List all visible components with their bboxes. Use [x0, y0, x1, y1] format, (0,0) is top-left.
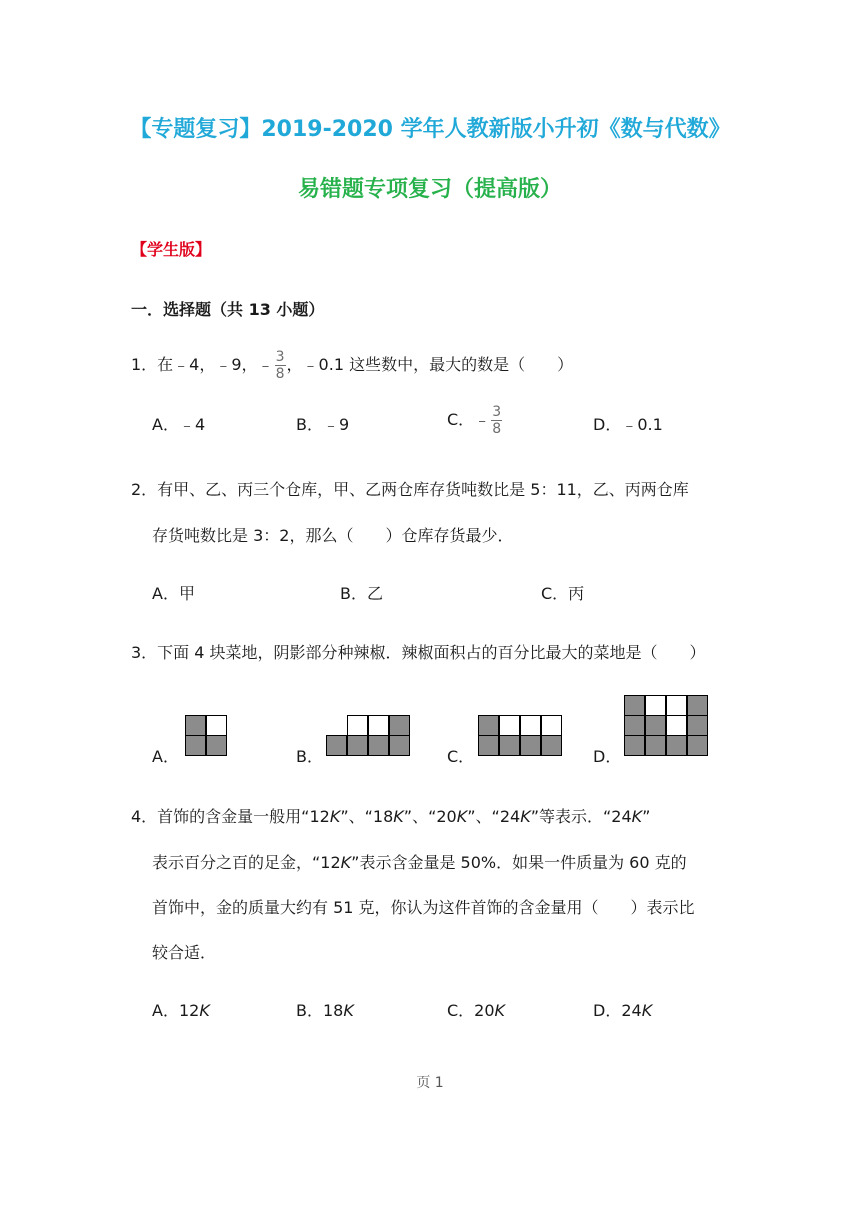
text-segment: ”、“18	[340, 807, 394, 826]
question-2-line2: 存货吨数比是 3：2，那么（ ）仓库存货最少．	[152, 526, 514, 545]
karat-symbol: K	[520, 807, 531, 826]
text-segment: ”等表示．“24	[530, 807, 632, 826]
text-segment: ”	[642, 807, 651, 826]
fraction	[491, 404, 502, 437]
section-heading: 一．选择题（共 13 小题）	[131, 300, 325, 319]
q2-option-b: B．乙	[340, 584, 383, 603]
karat-symbol: K	[456, 807, 468, 826]
question-4-line3: 首饰中，金的质量大约有 51 克，你认为这件首饰的含金量用（ ）表示比	[152, 898, 695, 917]
text-segment: ”、“24	[467, 807, 521, 826]
garden-plot-a	[185, 715, 227, 755]
question-2-line1: 2．有甲、乙、丙三个仓库，甲、乙两仓库存货吨数比是 5：11，乙、丙两仓库	[131, 480, 689, 499]
q3-option-c: C．	[447, 747, 475, 766]
option-text: A．12	[152, 1001, 200, 1020]
q4-option-b	[296, 998, 354, 1021]
question-1-prefix: 1．在﹣4，﹣9，﹣	[131, 355, 274, 374]
page-number: 页 1	[416, 1075, 444, 1091]
q1-option-c	[447, 404, 503, 437]
q2-option-a: A．甲	[152, 584, 195, 603]
karat-symbol: K	[631, 807, 643, 826]
karat-symbol: K	[343, 1001, 354, 1020]
q1-option-a: A．﹣4	[152, 415, 206, 434]
text-segment: ”表示含金量是 50%．如果一件质量为 60 克的	[351, 853, 687, 872]
question-3: 3．下面 4 块菜地，阴影部分种辣椒．辣椒面积占的百分比最大的菜地是（ ）	[131, 643, 706, 662]
karat-symbol: K	[494, 1001, 506, 1020]
version-label: 【学生版】	[131, 240, 212, 259]
karat-symbol: K	[199, 1001, 210, 1020]
q1-option-c-label: C．﹣	[447, 410, 491, 429]
q1-option-d: D．﹣0.1	[593, 415, 663, 434]
document-title-line2: 易错题专项复习（提高版）	[297, 177, 562, 202]
option-text: D．24	[593, 1001, 642, 1020]
denominator: 8	[492, 421, 502, 437]
garden-plot-c	[478, 715, 562, 755]
text-segment: 表示百分之百的足金，“12	[152, 853, 341, 872]
question-1	[131, 349, 573, 382]
q4-option-d	[593, 998, 652, 1021]
option-text: C．20	[447, 1001, 495, 1020]
question-4-line4: 较合适．	[152, 943, 217, 962]
q2-option-c: C．丙	[541, 584, 585, 603]
numerator: 3	[492, 404, 502, 420]
q3-option-a: A．	[152, 747, 179, 766]
text-segment: ”、“20	[403, 807, 457, 826]
karat-symbol: K	[329, 807, 341, 826]
document-title-line1: 【专题复习】2019-2020 学年人教新版小升初《数与代数》	[129, 117, 731, 142]
q3-option-d: D．	[593, 747, 622, 766]
question-1-suffix: ，﹣0.1 这些数中，最大的数是（ ）	[286, 355, 574, 374]
denominator: 8	[275, 366, 285, 382]
karat-symbol: K	[641, 1001, 653, 1020]
question-4-line2	[152, 850, 687, 873]
text-segment: 4．首饰的含金量一般用“12	[131, 807, 330, 826]
question-4-line1	[131, 804, 650, 827]
option-text: B．18	[296, 1001, 344, 1020]
q4-option-a	[152, 998, 210, 1021]
q1-option-b: B．﹣9	[296, 415, 350, 434]
karat-symbol: K	[393, 807, 404, 826]
q3-option-b: B．	[296, 747, 323, 766]
garden-plot-b	[326, 715, 410, 755]
karat-symbol: K	[340, 853, 352, 872]
garden-plot-d	[624, 695, 708, 755]
q4-option-c	[447, 998, 505, 1021]
numerator: 3	[275, 349, 285, 365]
fraction	[275, 349, 286, 382]
